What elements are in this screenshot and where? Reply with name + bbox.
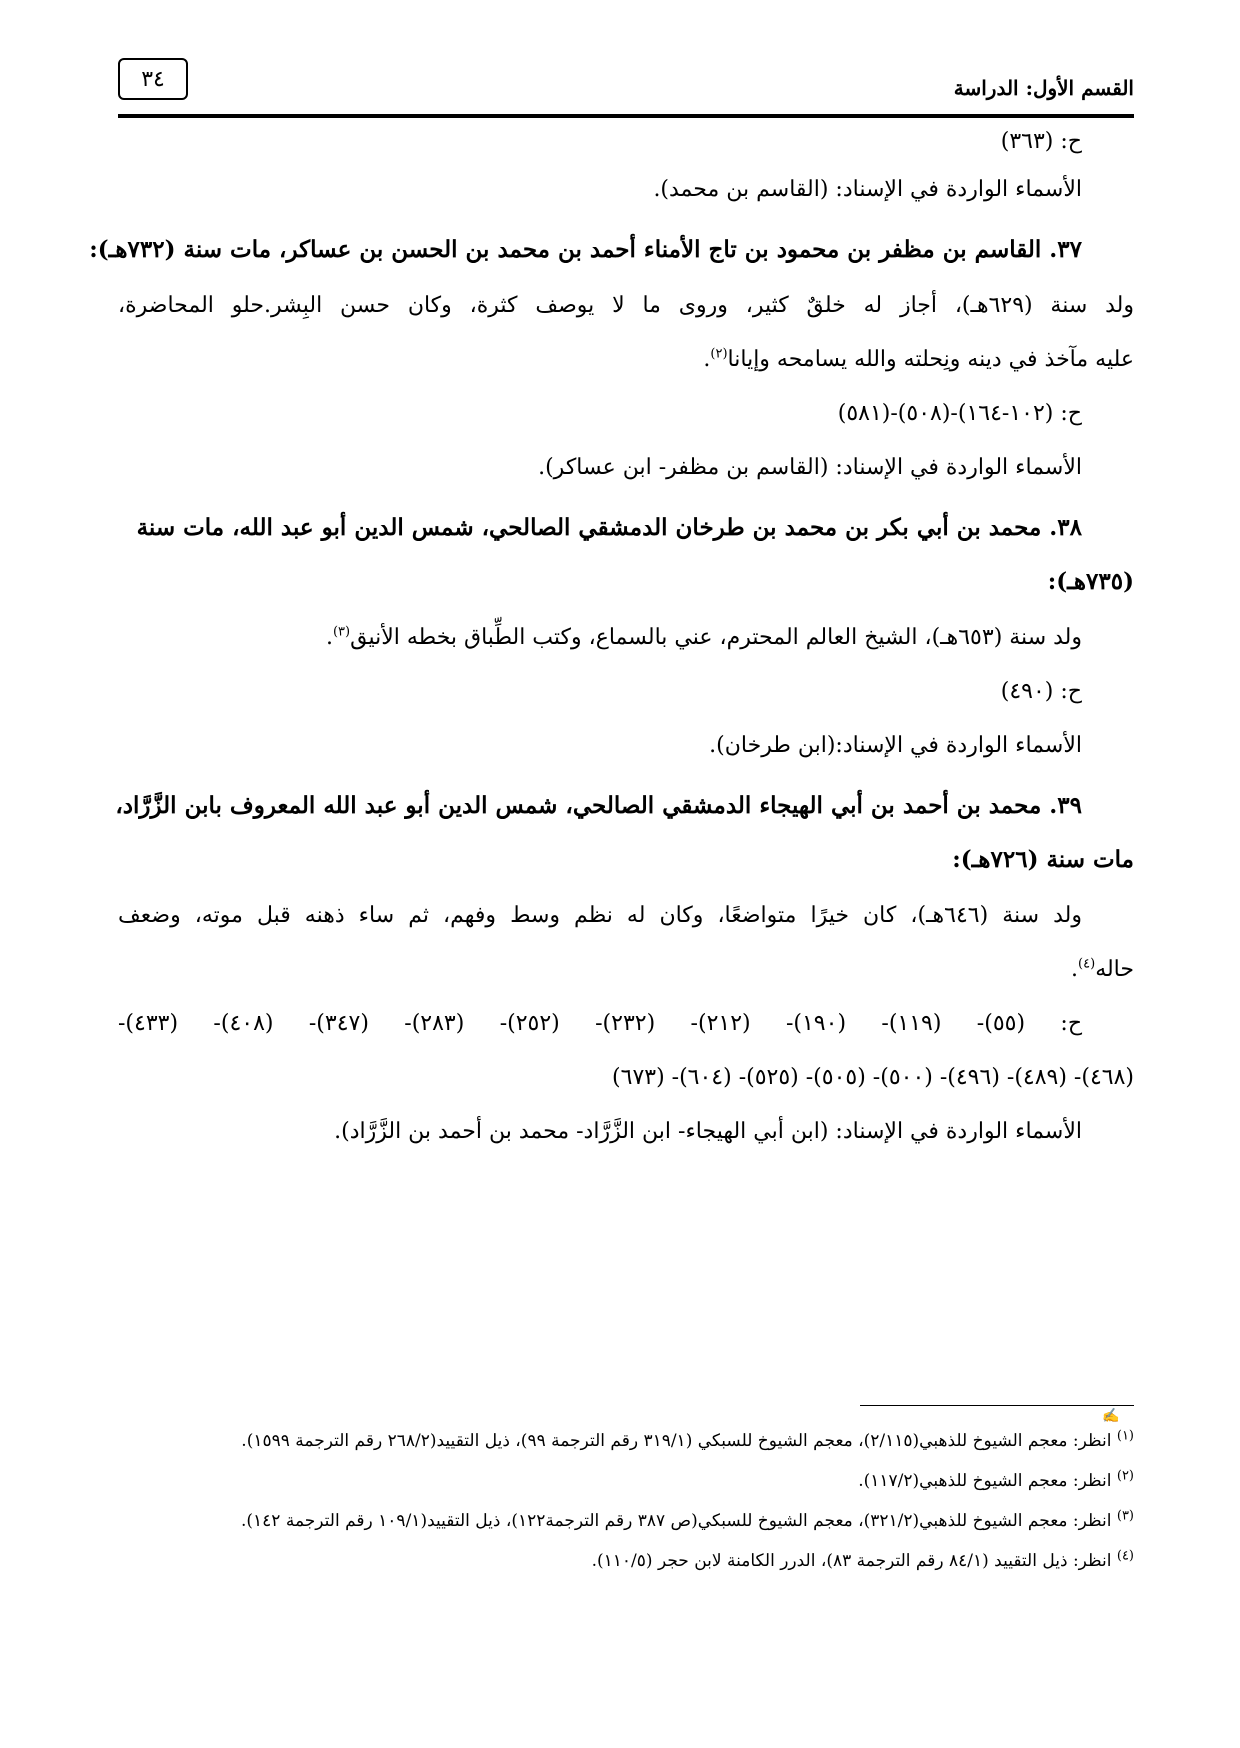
hadith-refs-39-line-2: (٤٦٨)- (٤٨٩)- (٤٩٦)- (٥٠٠)- (٥٠٥)- (٥٢٥)- (٦٠٤)- (٦٧٣) <box>612 1065 1134 1090</box>
hadith-refs-39-line-1: ح: (٥٥)- (١١٩)- (١٩٠)- (٢١٢)- (٢٣٢)- (٢٥٢)- (٢٨٣)- (٣٤٧)- (٤٠٨)- (٤٣٣)- <box>118 1011 1083 1036</box>
entry-bio-39-line-1: ولد سنة (٦٤٦هـ)، كان خيرًا متواضعًا، وكان له نظم وسط وفهم، ثم ساء ذهنه قبل موته، وضعف <box>118 903 1082 928</box>
isnad-names-39: الأسماء الواردة في الإسناد: (ابن أبي الهيجاء- ابن الزَّرَّاد- محمد بن أحمد بن الزَّرَّاد). <box>334 1119 1082 1144</box>
footnote-ref-2: (٢) <box>710 346 728 362</box>
hadith-refs-37: ح: (١٠٢-١٦٤)-(٥٠٨)-(٥٨١) <box>837 401 1082 426</box>
footnote-ref-4: (٤) <box>1078 956 1096 972</box>
page-number: ٣٤ <box>118 58 188 100</box>
isnad-names-37: الأسماء الواردة في الإسناد: (القاسم بن مظفر- ابن عساكر). <box>538 455 1082 480</box>
footnote-2: $^{(٢)}$ انظر: معجم الشيوخ للذهبي(١١٧/٢). <box>858 1468 1134 1491</box>
isnad-names-36: الأسماء الواردة في الإسناد: (القاسم بن محمد). <box>653 177 1082 202</box>
footnote-4: $^{(٤)}$ انظر: ذيل التقييد (٨٤/١ رقم الترجمة ٨٣)، الدرر الكامنة لابن حجر (١١٠/٥). <box>591 1548 1134 1571</box>
footnote-ref-3: (٣) <box>332 624 351 640</box>
entry-bio-37-line-2: عليه مآخذ في دينه ونِحلته والله يسامحه وإيانا$^{(٢)}$. <box>703 346 1134 372</box>
footnote-3: $^{(٣)}$ انظر: معجم الشيوخ للذهبي(٣٢١/٢)، معجم الشيوخ للسبكي(ص ٣٨٧ رقم الترجمة١٢٢)، ذيل التقييد(١٠٩/١ رقم الترجمة ١٤٢). <box>240 1508 1134 1531</box>
page-header <box>118 58 1134 116</box>
footnote-separator <box>860 1405 1134 1406</box>
hadith-refs-36: ح: (٣٦٣) <box>1000 129 1082 154</box>
entry-heading-38-line-2: (٧٣٥هـ): <box>1047 568 1134 595</box>
entry-bio-38: ولد سنة (٦٥٣هـ)، الشيخ العالم المحترم، عني بالسماع، وكتب الطِّباق بخطه الأنيق$^{(٣)}$. <box>325 624 1082 650</box>
hadith-refs-38: ح: (٤٩٠) <box>1000 679 1082 704</box>
entry-bio-39-line-2: حاله$^{(٤)}$. <box>1071 956 1134 982</box>
entry-bio-37-line-1: ولد سنة (٦٢٩هـ)، أجاز له خلقٌ كثير، وروى ما لا يوصف كثرة، وكان حسن البِشر.حلو المحاضرة، <box>118 293 1135 318</box>
isnad-names-38: الأسماء الواردة في الإسناد:(ابن طرخان). <box>709 733 1082 758</box>
entry-heading-39-line-2: مات سنة (٧٢٦هـ): <box>952 846 1134 873</box>
footnote-mark-icon: ✍ <box>1102 1408 1120 1424</box>
section-title: القسم الأول: الدراسة <box>953 76 1134 100</box>
entry-heading-39-line-1: ٣٩. محمد بن أحمد بن أبي الهيجاء الدمشقي الصالحي، شمس الدين أبو عبد الله المعروف بابن الزَّرَّاد، <box>115 792 1082 819</box>
entry-heading-38-line-1: ٣٨. محمد بن أبي بكر بن محمد بن طرخان الدمشقي الصالحي، شمس الدين أبو عبد الله، مات سنة <box>136 514 1082 541</box>
footnote-1: $^{(١)}$ انظر: معجم الشيوخ للذهبي(٢/١١٥)، معجم الشيوخ للسبكي (٣١٩/١ رقم الترجمة ٩٩)، ذيل التقييد(٢٦٨/٢ رقم الترجمة ١٥٩٩). <box>241 1428 1134 1451</box>
entry-heading-37: ٣٧. القاسم بن مظفر بن محمود بن تاج الأمناء أحمد بن محمد بن الحسن بن عساكر، مات سنة (٧٣٢هـ): <box>89 236 1082 263</box>
